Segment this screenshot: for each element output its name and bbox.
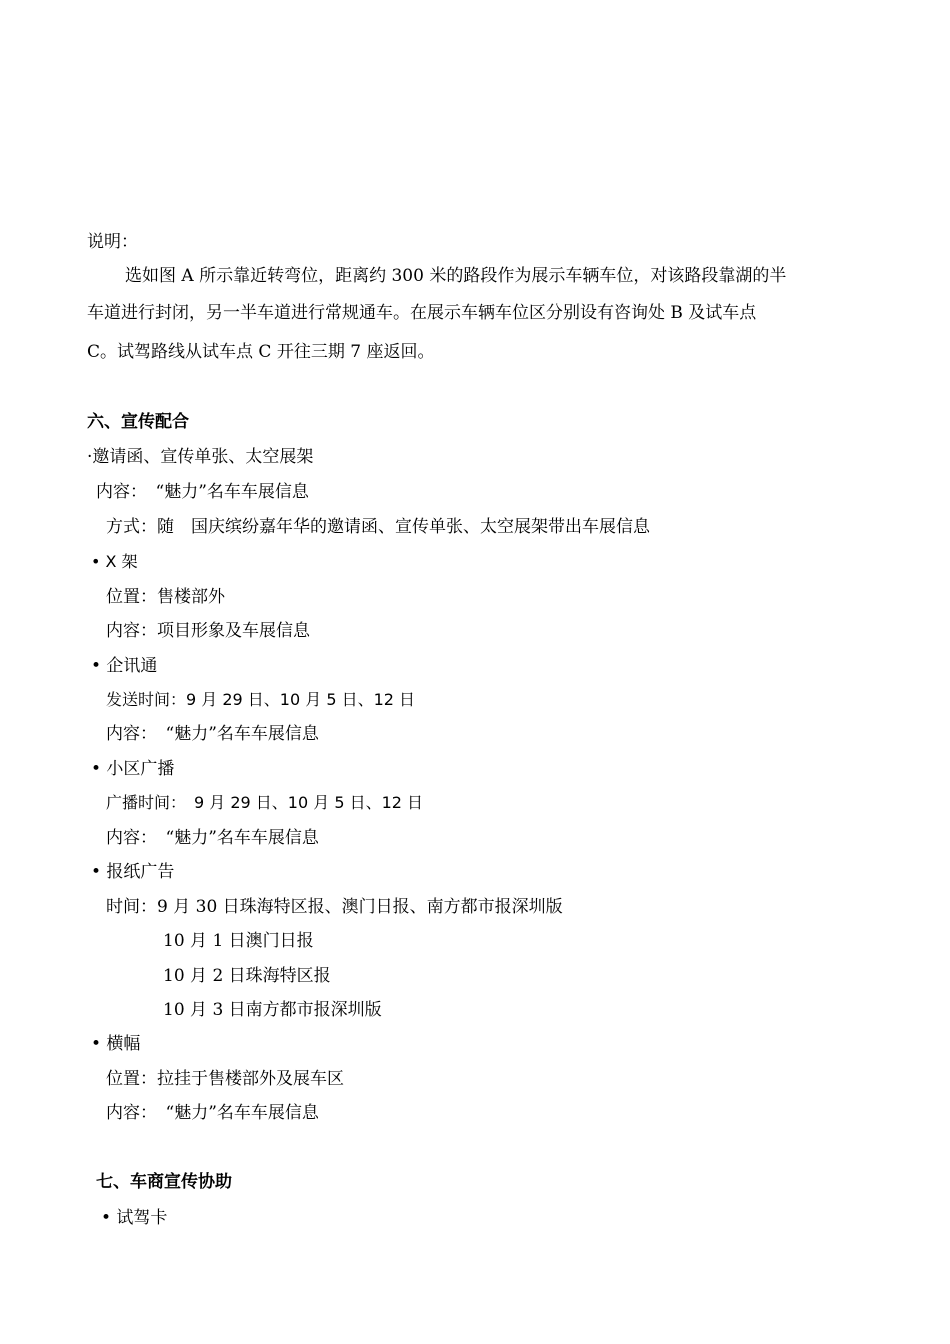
- xframe-position: 位置：售楼部外: [106, 587, 225, 607]
- qixuntong-time: 发送时间：9 月 29 日、10 月 5 日、12 日: [106, 690, 416, 709]
- newspaper-time: 时间：9 月 30 日珠海特区报、澳门日报、南方都市报深圳版: [106, 897, 563, 917]
- broadcast-content: 内容： “魅力”名车车展信息: [106, 828, 319, 848]
- banner-position: 位置：拉挂于售楼部外及展车区: [106, 1069, 344, 1089]
- xframe-content: 内容：项目形象及车展信息: [106, 621, 310, 641]
- newspaper-line-3: 10 月 3 日南方都市报深圳版: [163, 1000, 382, 1020]
- explanation-line-3: C。试驾路线从试车点 C 开往三期 7 座返回。: [87, 342, 435, 362]
- explanation-line-1: 选如图 A 所示靠近转弯位，距离约 300 米的路段作为展示车辆车位，对该路段靠湖的半: [125, 266, 787, 286]
- explanation-label: 说明：: [87, 232, 138, 252]
- banner-content: 内容： “魅力”名车车展信息: [106, 1103, 319, 1123]
- newspaper-line-2: 10 月 2 日珠海特区报: [163, 966, 331, 986]
- xframe-title: • X 架: [91, 552, 138, 571]
- qixuntong-title: • 企讯通: [91, 656, 158, 676]
- newspaper-line-1: 10 月 1 日澳门日报: [163, 931, 314, 951]
- newspaper-title: • 报纸广告: [91, 862, 175, 882]
- broadcast-time: 广播时间： 9 月 29 日、10 月 5 日、12 日: [106, 793, 424, 812]
- invitation-title: ·邀请函、宣传单张、太空展架: [87, 447, 314, 467]
- invitation-content: 内容： “魅力”名车车展信息: [96, 482, 309, 502]
- section6-heading: 六、宣传配合: [87, 412, 189, 432]
- qixuntong-content: 内容： “魅力”名车车展信息: [106, 724, 319, 744]
- explanation-line-2: 车道进行封闭，另一半车道进行常规通车。在展示车辆车位区分别设有咨询处 B 及试车点: [87, 303, 757, 323]
- section7-item: • 试驾卡: [101, 1208, 168, 1228]
- invitation-method: 方式：随 国庆缤纷嘉年华的邀请函、宣传单张、太空展架带出车展信息: [106, 517, 650, 537]
- banner-title: • 横幅: [91, 1034, 141, 1054]
- section7-heading: 七、车商宣传协助: [96, 1172, 232, 1192]
- broadcast-title: • 小区广播: [91, 759, 175, 779]
